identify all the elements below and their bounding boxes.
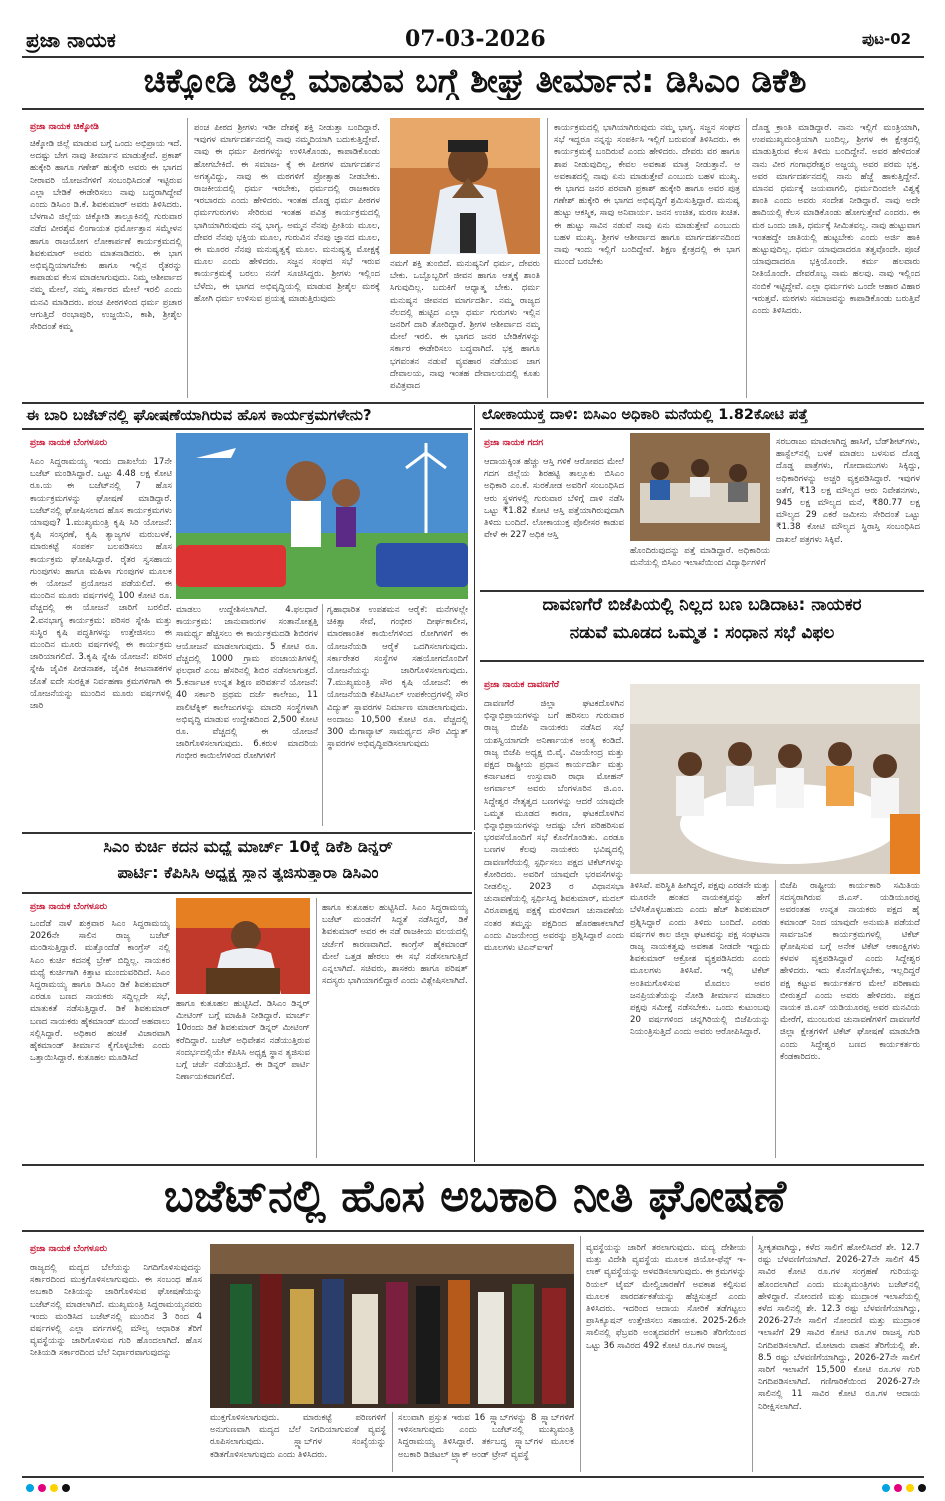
- section-divider: [474, 832, 475, 1162]
- paper-name: ಪ್ರಜಾ ನಾಯಕ: [26, 28, 116, 52]
- dot-cyan: [26, 1484, 34, 1492]
- story5-top-rule: [22, 832, 472, 834]
- story4-col3: ಬಿಜೆಪಿ ರಾಷ್ಟ್ರೀಯ ಕಾರ್ಯಕಾರಿ ಸಮಿತಿಯ ಸದಸ್ಯರಾಗಿರುವ ಜಿ.ಎಸ್. ಯಡಿಯೂರಪ್ಪ ಅವರಂತಹ ಉನ್ನತ ನಾಯಕರು ಪಕ್ಷದ ಹೈ ಕಮಾಂಡ್ ನಿಂದ ಯಾವುದೇ ಅನುಮತಿ ಪಡೆಯದೆ ಸಾರ್ವಜನಿಕ ಕಾರ್ಯಕ್ರಮಗಳಲ್ಲಿ ಟಿಕೆಟ್ ಘೋಷಿಸುವ ಬಗ್ಗೆ ಅನೇಕ ಟಿಕೆಟ್ ಆಕಾಂಕ್ಷಿಗಳು ಕಳವಳ ವ್ಯಕ್ತಪಡಿಸಿದ್ದಾರೆ ಎಂದು ಸಿದ್ದೇಶ್ವರ ಹೇಳಿದರು. ಇದು ಕೊನೆಗೊಳ್ಳಬೇಕು, ಇಲ್ಲದಿದ್ದರೆ ಪಕ್ಷ ಕಟ್ಟುವ ಕಾರ್ಯಕರ್ತರ ಮೇಲೆ ಪರಿಣಾಮ ಬೀರುತ್ತದೆ ಎಂದು ಅವರು ಹೇಳಿದರು. ಪಕ್ಷದ ನಾಯಕ ಜಿ.ಎಸ್ ಯಡಿಯೂರಪ್ಪ ಅವರ ಮನವಿಯ ಮೇರೆಗೆ, ಮುಂಬರುವ ಚುನಾವಣೆಗಳಿಗೆ ದಾವಣಗೆರೆ ಜಿಲ್ಲಾ ಕ್ಷೇತ್ರಗಳಿಗೆ ಟಿಕೆಟ್ ಘೋಷಣೆ ಮಾಡಬೇಡಿ ಎಂದು ಸಿದ್ದೇಶ್ವರ ಬಣದ ಕಾರ್ಯಕರ್ತರು ಕೆಂಡಕಾರಿದರು.: [780, 881, 920, 1062]
- story3-rule: [480, 428, 924, 430]
- story2-col2: ಮಾಡಲು ಉದ್ದೇಶಿಸಲಾಗಿದೆ. 4.ಫಲಧಾರೆ ಕಾರ್ಯಕ್ರಮ: ಜಾನುವಾರುಗಳ ಸಂತಾನೋತ್ಪತ್ತಿ ಸಾಮರ್ಥ್ಯ ಹೆಚ್ಚಿಸಲು ಈ ಕಾರ್ಯಕ್ರಮದಡಿ ಶಿಬಿರಗಳ ಆಯೋಜನೆ ಮಾಡಲಾಗುವುದು. 5 ಕೋಟಿ ರೂ. ವೆಚ್ಚದಲ್ಲಿ 1000 ಗ್ರಾಮ ಪಂಚಾಯತಿಗಳಲ್ಲಿ ಫಲಧಾರೆ ಎಂಬ ಹೆಸರಿನಲ್ಲಿ ಶಿಬಿರ ನಡೆಸಲಾಗುತ್ತದೆ. 5.ಕರ್ನಾಟಕ ಉನ್ನತ ಶಿಕ್ಷಣ ಪರಿವರ್ತನೆ ಯೋಜನೆ: 40 ಸರ್ಕಾರಿ ಪ್ರಥಮ ದರ್ಜೆ ಕಾಲೇಜು, 11 ಪಾಲಿಟೆಕ್ನಿಕ್ ಕಾಲೇಜುಗಳನ್ನು ಮಾದರಿ ಸಂಸ್ಥೆಗಳಾಗಿ ಅಭಿವೃದ್ಧಿ ಮಾಡುವ ಉದ್ದೇಶದಿಂದ 2,500 ಕೋಟಿ ರೂ. ವೆಚ್ಚದಲ್ಲಿ ಈ ಯೋಜನೆ ಜಾರಿಗೊಳಿಸಲಾಗುವುದು. 6.ಕರುಳ ಮಾದರಿಯ ಗಂಭೀರ ಕಾಯಿಲೆಗಳಿಂದ ರೋಗಿಗಳಿಗೆ: [176, 605, 318, 762]
- masthead-divider: [22, 56, 924, 58]
- col-divider: [187, 118, 188, 398]
- footer-rule: [22, 1476, 924, 1478]
- story4-col1: ದಾವಣಗೆರೆ ಜಿಲ್ಲಾ ಘಟಕದೊಳಗಿನ ಭಿನ್ನಾಭಿಪ್ರಾಯಗಳನ್ನು ಬಗೆ ಹರಿಸಲು ಗುರುವಾರ ರಾಜ್ಯ ಬಿಜೆಪಿ ನಾಯಕರು ನಡೆಸಿದ ಸಭೆ ಯಶಸ್ವಿಯಾಗದೇ ಅನಿರ್ಣಾಯಕ ಅಂತ್ಯ ಕಂಡಿದೆ. ರಾಜ್ಯ ಬಿಜೆಪಿ ಅಧ್ಯಕ್ಷ ಬಿ.ವೈ. ವಿಜಯೇಂದ್ರ ಮತ್ತು ಪಕ್ಷದ ರಾಷ್ಟ್ರೀಯ ಪ್ರಧಾನ ಕಾರ್ಯದರ್ಶಿ ಮತ್ತು ಕರ್ನಾಟಕದ ಉಸ್ತುವಾರಿ ರಾಧಾ ಮೋಹನ್ ಅಗರ್ವಾಲ್ ಅವರು ಬೆಂಗಳೂರಿನ ಜಿ.ಎಂ. ಸಿದ್ದೇಶ್ವರ ನೇತೃತ್ವದ ಬಣಗಳನ್ನು ಆದರೆ ಯಾವುದೇ ಒಮ್ಮತ ಮೂಡದ ಕಾರಣ, ಘಟಕದೊಳಗಿನ ಭಿನ್ನಾಭಿಪ್ರಾಯಗಳನ್ನು ಆದಷ್ಟು ಬೇಗ ಪರಿಹರಿಸುವ ಭರವಸೆಯೊಂದಿಗೆ ಸಭೆ ಕೊನೆಗೊಂಡಿತು. ಎರಡೂ ಬಣಗಳ ಕೆಲವು ನಾಯಕರು ಭವಿಷ್ಯದಲ್ಲಿ ದಾವಣಗೆರೆಯಲ್ಲಿ ಸ್ಪರ್ಧಿಸಲು ಪಕ್ಷದ ಟಿಕೆಟ್‌ಗಳನ್ನು ಕೋರಿದರು. ಅವರಿಗೆ ಯಾವುದೇ ಭರವಸೆಗಳನ್ನು ನೀಡಲಿಲ್ಲ. 2023 ರ ವಿಧಾನಸಭಾ ಚುನಾವಣೆಯಲ್ಲಿ ಸ್ಪರ್ಧಿಸಿದ್ದ ಶಿವಕುಮಾರ್, ಮದಲ್ ವಿರೂಪಾಕ್ಷಪ್ಪ ಪಕ್ಷಕ್ಕೆ ಮರಳಿದಾಗ ಚುನಾವಣೆಯ ನಂತರ ತಮ್ಮನ್ನು ಪಕ್ಷದಿಂದ ಹೊರಹಾಕಲಾಗಿದೆ ಎಂದು ವಿಜಯೇಂದ್ರ ಅವರನ್ನು ಪ್ರಶ್ನಿಸಿದ್ದಾರೆ ಎಂದು ಮೂಲಗಳು ಟಿಎನ್‌ಐಇಗೆ: [484, 699, 624, 954]
- story1-headline[interactable]: ಚಿಕ್ಕೋಡಿ ಜಿಲ್ಲೆ ಮಾಡುವ ಬಗ್ಗೆ ಶೀಘ್ರ ತೀರ್ಮಾನ: ಡಿಸಿಎಂ ಡಿಕೆಶಿ: [143, 62, 807, 100]
- story5-col3: ಹಾಗೂ ಕುತೂಹಲ ಹುಟ್ಟಿಸಿದೆ. ಸಿಎಂ ಸಿದ್ದರಾಮಯ್ಯ ಬಜೆಟ್ ಮಂಡನೆಗೆ ಸಿದ್ಧತೆ ನಡೆಸಿದ್ದರೆ, ಡಿಕೆ ಶಿವಕುಮಾರ್ ಅವರ ಈ ನಡೆ ರಾಜಕೀಯ ವಲಯದಲ್ಲಿ ಚರ್ಚೆಗೆ ಕಾರಣವಾಗಿದೆ. ಕಾಂಗ್ರೆಸ್ ಹೈಕಮಾಂಡ್ ಮೇಲೆ ಒತ್ತಡ ಹೇರಲು ಈ ಸಭೆ ನಡೆಸಲಾಗುತ್ತಿದೆ ಎನ್ನಲಾಗಿದೆ. ಸಚಿವರು, ಶಾಸಕರು ಹಾಗೂ ಪರಿಷತ್ ಸದಸ್ಯರು ಭಾಗಿಯಾಗಲಿದ್ದಾರೆ ಎಂದು ವಿಶ್ಲೇಷಿಸಲಾಗಿದೆ.: [322, 903, 468, 987]
- story3-byline: ಪ್ರಜಾ ನಾಯಕ ಗದಗ: [484, 438, 544, 448]
- story1-col1: ಚಿಕ್ಕೋಡಿ ಜಿಲ್ಲೆ ಮಾಡುವ ಬಗ್ಗೆ ಒಂದು ಅಭಿಪ್ರಾಯ ಇದೆ. ಅದಷ್ಟು ಬೇಗ ನಾವು ತೀರ್ಮಾನ ಮಾಡುತ್ತೇವೆ. ಪ್ರಕಾಶ್ ಹುಕ್ಕೇರಿ ಹಾಗೂ ಗಣೇಶ್ ಹುಕ್ಕೇರಿ ಅವರು ಈ ಭಾಗದ ನೀರಾವರಿ ಯೋಜನೆಗಳಿಗೆ ಸಂಬಂಧಿಸಿದಂತೆ ಇಟ್ಟಿರುವ ಎಲ್ಲಾ ಬೇಡಿಕೆ ಈಡೇರಿಸಲು ನಾವು ಬದ್ಧರಾಗಿದ್ದೇವೆ ಎಂದು ಡಿಸಿಎಂ ಡಿ.ಕೆ. ಶಿವಕುಮಾರ್ ಅವರು ತಿಳಿಸಿದರು. ಬೆಳಗಾವಿ ಜಿಲ್ಲೆಯ ಚಿಕ್ಕೋಡಿ ತಾಲ್ಲೂಕಿನಲ್ಲಿ ಗುರುವಾರ ನಡೆದ ವೀರಶೈವ ಲಿಂಗಾಯತ ಧರ್ಮೋತ್ತಾನ ಸಮ್ಮೇಳನ ಹಾಗೂ ರಾಜಯೋಗ ಲೋಕಾರ್ಪಣೆ ಕಾರ್ಯಕ್ರಮದಲ್ಲಿ ಶಿವಕುಮಾರ್ ಅವರು ಮಾತನಾಡಿದರು. ಈ ಭಾಗ ಅಭಿವೃದ್ಧಿಯಾಗಬೇಕು ಹಾಗೂ ಇಲ್ಲಿನ ರೈತರನ್ನು ಕಾಪಾಡುವ ಕೆಲಸ ಮಾಡಲಾಗುವುದು. ನಿಮ್ಮ ಆಶೀರ್ವಾದ ನಮ್ಮ ಮೇಲೆ, ನಮ್ಮ ಸರ್ಕಾರದ ಮೇಲೆ ಇರಲಿ ಎಂದು ಮನವಿ ಮಾಡಿದರು. ಪಂಚ ಪೀಠಗಳಿಂದ ಧರ್ಮ ಪ್ರಚಾರ ಆಗುತ್ತಿದೆ ರಂಭಾಪುರಿ, ಉಜ್ಜಯಿನಿ, ಕಾಶಿ, ಶ್ರೀಶೈಲ ಸೇರಿದಂತೆ ಕಮ್ಮ: [30, 139, 182, 333]
- col-divider: [580, 1236, 581, 1472]
- story6-col5: ಸ್ವೀಕೃತವಾಗಿದ್ದು, ಕಳೆದ ಸಾಲಿಗೆ ಹೋಲಿಸಿದರೆ ಶೇ. 12.7 ರಷ್ಟು ಬೆಳವಣಿಗೆಯಾಗಿದೆ. 2026-27ನೇ ಸಾಲಿಗೆ 45 ಸಾವಿರ ಕೋಟಿ ರೂ.ಗಳ ಸಂಗ್ರಹಣೆ ಗುರಿಯನ್ನು ಹೊಂದಲಾಗಿದೆ ಎಂದು ಮುಖ್ಯಮಂತ್ರಿಗಳು ಬಜೆಟ್‌ನಲ್ಲಿ ಹೇಳಿದ್ದಾರೆ. ನೋಂದಣಿ ಮತ್ತು ಮುದ್ರಾಂಕ ಇಲಾಖೆಯಲ್ಲಿ ಕಳೆದ ಸಾಲಿನಲ್ಲಿ ಶೇ. 12.3 ರಷ್ಟು ಬೆಳವಣಿಗೆಯಾಗಿದ್ದು, 2026-27ನೇ ಸಾಲಿಗೆ ನೋಂದಣಿ ಮತ್ತು ಮುದ್ರಾಂಕ ಇಲಾಖೆಗೆ 29 ಸಾವಿರ ಕೋಟಿ ರೂ.ಗಳ ರಾಜಸ್ವ ಗುರಿ ನಿಗದಿಪಡಿಸಲಾಗಿದೆ. ಮೋಟಾರು ವಾಹನ ತೆರಿಗೆಯಲ್ಲಿ ಶೇ. 8.5 ರಷ್ಟು ಬೆಳವಣಿಗೆಯಾಗಿದ್ದು, 2026-27ನೇ ಸಾಲಿಗೆ ಸಾರಿಗೆ ಇಲಾಖೆಗೆ 15,500 ಕೋಟಿ ರೂ.ಗಳ ಗುರಿ ನಿಗದಿಪಡಿಸಲಾಗಿದೆ. ಗಣಿಗಾರಿಕೆಯಿಂದ 2026-27ನೇ ಸಾಲಿನಲ್ಲಿ 11 ಸಾವಿರ ಕೋಟಿ ರೂ.ಗಳ ಆದಾಯ ನಿರೀಕ್ಷಿಸಲಾಗಿದೆ.: [758, 1243, 920, 1412]
- col-divider: [392, 1412, 393, 1472]
- story5-col2: ಹಾಗೂ ಕುತೂಹಲ ಹುಟ್ಟಿಸಿದೆ. ಡಿಸಿಎಂ ಡಿನ್ನರ್ ಮೀಟಿಂಗ್ ಬಗ್ಗೆ ಮಾಹಿತಿ ನೀಡಿದ್ದಾರೆ. ಮಾರ್ಚ್ 10ರಂದು ಡಿಕೆ ಶಿವಕುಮಾರ್ ಡಿನ್ನರ್ ಮೀಟಿಂಗ್ ಕರೆದಿದ್ದಾರೆ. ಬಜೆಟ್ ಅಧಿವೇಶನ ನಡೆಯುತ್ತಿರುವ ಸಂದರ್ಭದಲ್ಲಿಯೇ ಕೆಪಿಸಿಸಿ ಅಧ್ಯಕ್ಷ ಸ್ಥಾನ ತ್ಯಜಿಸುವ ಬಗ್ಗೆ ಚರ್ಚೆ ನಡೆಯುತ್ತಿದೆ. ಈ ಡಿನ್ನರ್ ಪಾರ್ಟಿ ನಿರ್ಣಾಯಕವಾಗಲಿದೆ.: [176, 999, 310, 1083]
- story6-col1: ರಾಜ್ಯದಲ್ಲಿ ಮದ್ಯದ ಬೆಲೆಯನ್ನು ನಿಗದಿಗೊಳಿಸುವುದನ್ನು ಸರ್ಕಾರದಿಂದ ಮುಕ್ತಗೊಳಿಸಲಾಗುವುದು. ಈ ಸಂಬಂಧ ಹೊಸ ಅಬಕಾರಿ ನೀತಿಯನ್ನು ಜಾರಿಗೊಳಿಸುವ ಘೋಷಣೆಯನ್ನು ಬಜೆಟ್‌ನಲ್ಲಿ ಮಾಡಲಾಗಿದೆ. ಮುಖ್ಯಮಂತ್ರಿ ಸಿದ್ದರಾಮಯ್ಯನವರು ಇಂದು ಮಂಡಿಸಿದ ಬಜೆಟ್‌ನಲ್ಲಿ ಮುಂದಿನ 3 ರಿಂದ 4 ವರ್ಷಗಳಲ್ಲಿ ಎಲ್ಲಾ ವರ್ಗಗಳಲ್ಲಿ ಮೌಲ್ಯ ಆಧಾರಿತ ತೆರಿಗೆ ವ್ಯವಸ್ಥೆಯನ್ನು ಜಾರಿಗೊಳಿಸುವ ಗುರಿ ಹೊಂದಲಾಗಿದೆ. ಹೊಸ ನೀತಿಯಡಿ ಸರ್ಕಾರದಿಂದ ಬೆಲೆ ನಿರ್ಧಾರವಾಗುವುದನ್ನು: [30, 1263, 202, 1359]
- story2-byline: ಪ್ರಜಾ ನಾಯಕ ಬೆಂಗಳೂರು: [30, 438, 108, 448]
- story5-rule: [22, 892, 472, 894]
- story6-col3: ಸಲುವಾಗಿ ಪ್ರಸ್ತುತ ಇರುವ 16 ಸ್ಲ್ಯಾಬ್‌ಗಳನ್ನು 8 ಸ್ಲ್ಯಾಬ್‌ಗಳಿಗೆ ಇಳಿಸಲಾಗುವುದು ಎಂದು ಬಜೆಟ್‌ನಲ್ಲಿ ಮುಖ್ಯಮಂತ್ರಿ ಸಿದ್ದರಾಮಯ್ಯ ತಿಳಿಸಿದ್ದಾರೆ. ತರ್ಕಬದ್ಧ ಸ್ಲ್ಯಾಬ್‌ಗಳ ಮೂಲಕ ಅಬಕಾರಿ ಡಿಜಿಟಲ್ ಟ್ರ್ಯಾಕ್ ಅಂಡ್ ಟ್ರೇಸ್ ವ್ಯವಸ್ಥೆ: [398, 1413, 574, 1460]
- edition-date: 07-03-2026: [405, 26, 546, 52]
- story2-headline[interactable]: ಈ ಬಾರಿ ಬಜೆಟ್‌ನಲ್ಲಿ ಘೋಷಣೆಯಾಗಿರುವ ಹೊಸ ಕಾರ್ಯಕ್ರಮಗಳೇನು?: [26, 407, 372, 424]
- col-divider: [322, 604, 323, 826]
- dot-magenta: [894, 1484, 902, 1492]
- dk-shivakumar-photo: [390, 118, 540, 254]
- dot-yellow: [906, 1484, 914, 1492]
- story6-col4: ವ್ಯವಸ್ಥೆಯನ್ನು ಜಾರಿಗೆ ತರಲಾಗುವುದು. ಮದ್ಯ ದೇಶೀಯ ಮತ್ತು ವಿದೇಶಿ ವ್ಯವಸ್ಥೆಯ ಮೂಲಕ ಜಿಯೋ-ಫೆನ್ಸ್ ಇ-ಲಾಕ್ ವ್ಯವಸ್ಥೆಯನ್ನು ಅಳವಡಿಸಲಾಗುವುದು. ಈ ಕ್ರಮಗಳನ್ನು ರಿಯಲ್ ಟೈಮ್ ಮೇಲ್ವಿಚಾರಣೆಗೆ ಅವಕಾಶ ಕಲ್ಪಿಸುವ ಮೂಲಕ ಪಾರದರ್ಶಕತೆಯನ್ನು ಹೆಚ್ಚಿಸುತ್ತದೆ ಎಂದು ತಿಳಿಸಿದರು. ಇದರಿಂದ ಆದಾಯ ಸೋರಿಕೆ ತಡೆಗಟ್ಟಲು ಪ್ರಾಸಿಕ್ಯೂಷನ್ ಉತ್ತೇಜಿಸಲು ಸಹಾಯಕ. 2025-26ನೇ ಸಾಲಿನಲ್ಲಿ ಫೆಬ್ರವರಿ ಅಂತ್ಯದವರೆಗೆ ಅಬಕಾರಿ ತೆರಿಗೆಯಿಂದ ಒಟ್ಟು 36 ಸಾವಿರದ 492 ಕೋಟಿ ರೂ.ಗಳ ರಾಜಸ್ವ: [586, 1243, 746, 1351]
- registration-dots-right: [882, 1484, 926, 1492]
- story1-col4: ಕಾರ್ಯಕ್ರಮದಲ್ಲಿ ಭಾಗಿಯಾಗಿರುವುದು ನಮ್ಮ ಭಾಗ್ಯ. ಸಜ್ಜನ ಸಂಘದ ಸಭೆ ಇದ್ದರೂ ನನ್ನನ್ನು ಸಂಪರ್ಕಿಸಿ ಇಲ್ಲಿಗೆ ಬರುವಂತೆ ತಿಳಿಸಿದರು. ಈ ಕಾರ್ಯಕ್ರಮಕ್ಕೆ ಬಂದಿರುವೆ ಎಂದು ಹೇಳಿದರು. ದೇವರು ವರ ಹಾಗೂ ಶಾಪ ನೀಡುವುದಿಲ್ಲ, ಕೇವಲ ಅವಕಾಶ ಮಾತ್ರ ನೀಡುತ್ತಾನೆ. ಆ ಅವಕಾಶದಲ್ಲಿ ನಾವು ಏನು ಮಾಡುತ್ತೇವೆ ಎಂಬುದು ಬಹಳ ಮುಖ್ಯ. ಈ ಭಾಗದ ಜನರ ಪರವಾಗಿ ಪ್ರಕಾಶ್ ಹುಕ್ಕೇರಿ ಹಾಗೂ ಅವರ ಪುತ್ರ ಗಣೇಶ್ ಹುಕ್ಕೇರಿ ಈ ಭಾಗದ ಅಭಿವೃದ್ಧಿಗೆ ಶ್ರಮಿಸುತ್ತಿದ್ದಾರೆ. ಮನುಷ್ಯ ಹುಟ್ಟು ಆಕಸ್ಮಿಕ, ಸಾವು ಅನಿವಾರ್ಯ. ಜನನ ಉಚಿತ, ಮರಣ ಖಚಿತ. ಈ ಹುಟ್ಟು ಸಾವಿನ ನಡುವೆ ನಾವು ಏನು ಮಾಡುತ್ತೇವೆ ಎಂಬುದು ಬಹಳ ಮುಖ್ಯ. ಶ್ರೀಗಳ ಆಶೀರ್ವಾದ ಹಾಗೂ ಮಾರ್ಗದರ್ಶನದಿಂದ ನಾವು ಇಂದು ಇಲ್ಲಿಗೆ ಬಂದಿದ್ದೇವೆ. ಶಿಕ್ಷಣ ಕ್ಷೇತ್ರದಲ್ಲಿ ಈ ಭಾಗ ಮುಂದೆ ಬರಬೇಕು: [554, 123, 740, 268]
- story1-col5: ದೊಡ್ಡ ಕ್ರಾಂತಿ ಮಾಡಿದ್ದಾರೆ. ನಾನು ಇಲ್ಲಿಗೆ ಮಂತ್ರಿಯಾಗಿ, ಉಪಮುಖ್ಯಮಂತ್ರಿಯಾಗಿ ಬಂದಿಲ್ಲ, ಶ್ರೀಗಳ ಈ ಕ್ಷೇತ್ರದಲ್ಲಿ ಮಾಡುತ್ತಿರುವ ಕೆಲಸ ತಿಳಿದು ಬಂದಿದ್ದೇನೆ. ಅವರ ಹೇಳಿದಂತೆ ನಾನು ವೀರ ಗಂಗಾಧರೇಶ್ವರ ಅಜ್ಜಯ್ಯ ಅವರ ಪರಮ ಭಕ್ತ. ಅವರ ಮಾರ್ಗದರ್ಶನದಲ್ಲಿ ನಾನು ಹೆಜ್ಜೆ ಹಾಕುತ್ತಿದ್ದೇನೆ. ಮಾನವ ಧರ್ಮಕ್ಕೆ ಜಯವಾಗಲಿ, ಧರ್ಮದಿಂದಲೇ ವಿಶ್ವಕ್ಕೆ ಶಾಂತಿ ಎಂದು ಅವರು ಸಂದೇಶ ನೀಡಿದ್ದಾರೆ. ನಾವು ಅದೇ ಹಾದಿಯಲ್ಲಿ ಕೆಲಸ ಮಾಡಿಕೊಂಡು ಹೋಗುತ್ತೇವೆ ಎಂದರು. ಈ ಮಠ ಒಂದು ಜಾತಿ, ಧರ್ಮಕ್ಕೆ ಸೀಮಿತವಲ್ಲ. ನಾವು ಹುಟ್ಟುವಾಗ ಇಂತಹದ್ದೇ ಜಾತಿಯಲ್ಲಿ ಹುಟ್ಟಬೇಕು ಎಂದು ಅರ್ಜಿ ಹಾಕಿ ಹುಟ್ಟುವುದಿಲ್ಲ. ಧರ್ಮ ಯಾವುದಾದರೂ ತತ್ವವೊಂದೇ. ಪೂಜೆ ಯಾವುದಾದರೂ ಭಕ್ತಿಯೊಂದೇ. ಕರ್ಮ ಹಲವಾರು ನೀತಿಯೊಂದೇ. ದೇವರೊಬ್ಬ ನಾಮ ಹಲವು. ನಾವು ಇಲ್ಲಿಂದ ನಂಬಿಕೆ ಇಟ್ಟಿದ್ದೇವೆ. ಎಲ್ಲಾ ಧರ್ಮಗಳು ಒಂದೇ ಆಹಾರ ವಿಹಾರ ಇರುತ್ತವೆ. ಮಠಗಳು ಸಮಾಜವನ್ನು ಕಾಪಾಡಿಕೊಂಡು ಬರುತ್ತಿವೆ ಎಂದು ತಿಳಿಸಿದರು.: [752, 123, 920, 317]
- dk-shivakumar-podium-photo: [176, 898, 310, 994]
- story6-rule: [22, 1230, 924, 1232]
- story4-headline-line2[interactable]: ನಡುವೆ ಮೂಡದ ಒಮ್ಮತ : ಸಂಧಾನ ಸಭೆ ವಿಫಲ: [569, 624, 835, 643]
- story1-col3: ನಮಗೆ ಶಕ್ತಿ ತುಂಬಿದೆ. ಮನುಷ್ಯನಿಗೆ ಧರ್ಮ, ದೇವರು ಬೇಕು. ಒಬ್ಬೊಬ್ಬರಿಗೆ ಜೀವನ ಹಾಗೂ ಆತ್ಮಕ್ಕೆ ಶಾಂತಿ ಸಿಗುವುದಿಲ್ಲ. ಬದುಕಿಗೆ ಆಧ್ಯಾತ್ಮ ಬೇಕು. ಧರ್ಮ ಮನುಷ್ಯನ ಜೀವನದ ಮಾರ್ಗದರ್ಶಿ. ನಮ್ಮ ರಾಜ್ಯದ ನೆಲದಲ್ಲಿ ಹುಟ್ಟಿದ ಎಲ್ಲಾ ಧರ್ಮ ಗುರುಗಳು ಇಲ್ಲಿನ ಜನರಿಗೆ ದಾರಿ ತೋರಿದ್ದಾರೆ. ಶ್ರೀಗಳ ಆಶೀರ್ವಾದ ನಮ್ಮ ಮೇಲೆ ಇರಲಿ. ಈ ಭಾಗದ ಜನರ ಬೇಡಿಕೆಗಳನ್ನು ಸರ್ಕಾರ ಈಡೇರಿಸಲು ಬದ್ಧವಾಗಿದೆ. ಭಕ್ತ ಹಾಗೂ ಭಗವಂತನ ನಡುವೆ ವ್ಯವಹಾರ ನಡೆಯುವ ಜಾಗ ದೇವಾಲಯ, ನಾವು ಇಂತಹ ದೇವಾಲಯದಲ್ಲಿ ಕೂತು ಪವಿತ್ರವಾದ: [390, 259, 540, 392]
- story2-rule: [22, 428, 472, 430]
- story5-headline-line1[interactable]: ಸಿಎಂ ಕುರ್ಚಿ ಕದನ ಮಧ್ಯೆ ಮಾರ್ಚ್ 10ಕ್ಕೆ ಡಿಕೆಶಿ ಡಿನ್ನರ್: [103, 838, 393, 856]
- story6-col2: ಮುಕ್ತಗೊಳಿಸಲಾಗುವುದು. ಮಾರುಕಟ್ಟೆ ಪರಿಣಗಳಿಗೆ ಅನುಗುಣವಾಗಿ ಮದ್ಯದ ಬೆಲೆ ನಿಗದಿಯಾಗುವಂತೆ ವ್ಯವಸ್ಥೆ ರೂಪಿಸಲಾಗುವುದು. ಸ್ಲ್ಯಾಬ್‌ಗಳ ಸಂಖ್ಯೆಯನ್ನು ಕಡಿತಗೊಳಿಸಲಾಗುವುದು ಎಂದು ತಿಳಿಸಿದರು.: [210, 1413, 386, 1460]
- story2-col1: ಸಿಎಂ ಸಿದ್ದರಾಮಯ್ಯ ಇಂದು ದಾಖಲೆಯ 17ನೇ ಬಜೆಟ್ ಮಂಡಿಸಿದ್ದಾರೆ. ಒಟ್ಟು 4.48 ಲಕ್ಷ ಕೋಟಿ ರೂ.ಯ ಈ ಬಜೆಟ್‌ನಲ್ಲಿ 7 ಹೊಸ ಕಾರ್ಯಕ್ರಮಗಳನ್ನು ಘೋಷಣೆ ಮಾಡಿದ್ದಾರೆ. ಬಜೆಟ್‌ನಲ್ಲಿ ಘೋಷಿಸಲಾದ ಹೊಸ ಕಾರ್ಯಕ್ರಮಗಳು ಯಾವುವು? 1.ಮುಖ್ಯಮಂತ್ರಿ ಕೃಷಿ ಸಿರಿ ಯೋಜನೆ: ಕೃಷಿ ಸಂಸ್ಕರಣೆ, ಕೃಷಿ ತ್ಯಾಜ್ಯಗಳ ಮರುಬಳಕೆ, ಮಾರುಕಟ್ಟೆ ಸಂಪರ್ಕ ಬಲಪಡಿಸಲು ಹೊಸ ಕಾರ್ಯಕ್ರಮ ಘೋಷಿಸಿದ್ದಾರೆ. ರೈತರ ಸ್ವಸಹಾಯ ಗುಂಪುಗಳು ಹಾಗೂ ಮಹಿಳಾ ಗುಂಪುಗಳ ಮೂಲಕ ಈ ಯೋಜನೆ ಪ್ರಯೋಜನ ಪಡೆಯಲಿದೆ. ಈ ಮುಂದಿನ ಮೂರು ವರ್ಷಗಳಲ್ಲಿ 100 ಕೋಟಿ ರೂ. ವೆಚ್ಚದಲ್ಲಿ ಈ ಯೋಜನೆ ಜಾರಿಗೆ ಬರಲಿದೆ. 2.ವನಭಾಗ್ಯ ಕಾರ್ಯಕ್ರಮ: ಪರಿಸರ ಸ್ನೇಹಿ ಮತ್ತು ಸುಸ್ಥಿರ ಕೃಷಿ ಪದ್ಧತಿಗಳನ್ನು ಉತ್ತೇಜಿಸಲು ಈ ಮುಂದಿನ ಮೂರು ವರ್ಷಗಳಲ್ಲಿ ಈ ಕಾರ್ಯಕ್ರಮ ಜಾರಿಯಾಗಲಿದೆ. 3.ಕೃಷಿ ಸ್ನೇಹಿ ಯೋಜನೆ: ಪರಿಸರ ಸ್ನೇಹಿ ಜೈವಿಕ ಪೀಡನಾಶಕ, ಜೈವಿಕ ಕೀಟನಾಶಕಗಳ ಜೊತೆ ಐದೇ ಸುರಕ್ಷಿತ ನಿರ್ವಹಣಾ ಕ್ರಮಗಳಿಗಾಗಿ ಈ ಯೋಜನೆಯನ್ನು ಮುಂದಿನ ಮೂರು ವರ್ಷಗಳಲ್ಲಿ ಜಾರಿ: [30, 457, 172, 712]
- col-divider: [752, 1236, 753, 1472]
- story4-col2: ತಿಳಿಸಿವೆ. ಪರಿಸ್ಥಿತಿ ಹೀಗಿದ್ದರೆ, ಪಕ್ಷವು ಎರಡನೇ ಮತ್ತು ಮೂರನೇ ಹಂತದ ನಾಯಕತ್ವವನ್ನು ಹೇಗೆ ಬೆಳೆಸಿಕೊಳ್ಳಬಹುದು ಎಂದು ಹೆಚ್ ಶಿವಕುಮಾರ್ ಪ್ರಶ್ನಿಸಿದ್ದಾರೆ ಎಂದು ತಿಳಿದು ಬಂದಿದೆ. ಎರಡು ವರ್ಷಗಳ ಕಾಲ ಜಿಲ್ಲಾ ಘಟಕವನ್ನು ಪಕ್ಷ ಸಂಘಟನಾ ರಾಜ್ಯ ನಾಯಕತ್ವವು ಅವಕಾಶ ನೀಡದೇ ಇದ್ದುದು ಶಿವಕುಮಾರ್ ಆಕ್ರೋಶ ವ್ಯಕ್ತಪಡಿಸಿದರು ಎಂದು ಮೂಲಗಳು ತಿಳಿಸಿವೆ. ಇಲ್ಲಿ ಟಿಕೆಟ್ ಅಂತಿಮಗೊಳಿಸುವ ಮೊದಲು ಅವರ ಜನಪ್ರಿಯತೆಯನ್ನು ನೋಡಿ ತೀರ್ಮಾನ ಮಾಡಲು ಪಕ್ಷವು ಸಮೀಕ್ಷೆ ನಡೆಸಬೇಕು. ಒಂದು ಕುಟುಂಬವು 20 ವರ್ಷಗಳಿಂದ ಚನ್ನಗಿರಿಯಲ್ಲಿ ಬಿಜೆಪಿಯನ್ನು ನಿಯಂತ್ರಿಸುತ್ತಿದೆ ಎಂದು ಅವರು ಆರೋಪಿಸಿದ್ದಾರೆ.: [630, 881, 770, 1038]
- story3-col3: ಸರಬರಾಜು ಮಾಡಲಾಗಿದ್ದ ಹಾಸಿಗೆ, ಬೆಡ್‌ಶೀಟ್‌ಗಳು, ಹಾಸ್ಟೆಲ್‌ನಲ್ಲಿ ಬಳಕೆ ಮಾಡಲು ಬಳಸುವ ದೊಡ್ಡ ದೊಡ್ಡ ಪಾತ್ರೆಗಳು, ಗೋದಾಮುಗಳು ಸಿಕ್ಕಿದ್ದು, ಅಧಿಕಾರಿಗಳನ್ನು ಅಚ್ಚರಿ ವ್ಯಕ್ತಪಡಿಸಿದ್ದಾರೆ. ಇವುಗಳ ಜತೆಗೆ, ₹13 ಲಕ್ಷ ಮೌಲ್ಯದ ಆರು ನಿವೇಶನಗಳು, 945 ಲಕ್ಷ ಮೌಲ್ಯದ ಮನೆ, ₹80.77 ಲಕ್ಷ ಮೌಲ್ಯದ 29 ಎಕರೆ ಜಮೀನು ಸೇರಿದಂತೆ ಒಟ್ಟು ₹1.38 ಕೋಟಿ ಮೌಲ್ಯದ ಸ್ಥಿರಾಸ್ತಿ ಸಂಬಂಧಿಸಿದ ದಾಖಲೆ ಪತ್ರಗಳು ಸಿಕ್ಕಿವೆ.: [776, 437, 920, 545]
- lokayukta-raid-photo: [630, 433, 770, 541]
- dot-black: [918, 1484, 926, 1492]
- story2-col3: ಗೃಹಾಧಾರಿತ ಉಪಶಮನ ಆರೈಕೆ: ಮನೆಗಳಲ್ಲೇ ಚಿಕಿತ್ಸಾ ಸೇವೆ, ಗಂಭೀರ ದೀರ್ಘಕಾಲೀನ, ಮಾರಣಾಂತಿಕ ಕಾಯಿಲೆಗಳಿಂದ ರೋಗಿಗಳಿಗೆ ಈ ಯೋಜನೆಯಡಿ ಆರೈಕೆ ಒದಗಿಸಲಾಗುವುದು. ಸರ್ಕಾರೇತರ ಸಂಸ್ಥೆಗಳ ಸಹಯೋಗದೊಂದಿಗೆ ಯೋಜನೆಯನ್ನು ಜಾರಿಗೊಳಿಸಲಾಗುವುದು. 7.ಮುಖ್ಯಮಂತ್ರಿ ಸೌರ ಕೃಷಿ ಯೋಜನೆ: ಈ ಯೋಜನೆಯಡಿ ಕೆಪಿಟಿಸಿಎಲ್ ಉಪಕೇಂದ್ರಗಳಲ್ಲಿ ಸೌರ ವಿದ್ಯುತ್ ಸ್ಥಾವರಗಳ ನಿರ್ಮಾಣ ಮಾಡಲಾಗುವುದು. ಅಂದಾಜು 10,500 ಕೋಟಿ ರೂ. ವೆಚ್ಚದಲ್ಲಿ 300 ಮೆಗಾವ್ಯಾಟ್ ಸಾಮರ್ಥ್ಯದ ಸೌರ ವಿದ್ಯುತ್ ಸ್ಥಾವರಗಳ ಅಭಿವೃದ್ಧಿಪಡಿಸಲಾಗುವುದು: [327, 605, 468, 750]
- story3-col2: ಹೊಂದಿರುವುದನ್ನು ಪತ್ತೆ ಮಾಡಿದ್ದಾರೆ. ಅಧಿಕಾರಿಯ ಮನೆಯಲ್ಲಿ ಬಿಸಿಎಂ ಇಲಾಖೆಯಿಂದ ವಿದ್ಯಾರ್ಥಿಗಳಿಗೆ: [630, 546, 770, 569]
- page-number: ಪುಟ-02: [862, 30, 912, 48]
- budget-graphic: [176, 433, 468, 599]
- story4-byline: ಪ್ರಜಾ ನಾಯಕ ದಾವಣಗೆರೆ: [484, 680, 560, 690]
- col-divider: [316, 898, 317, 1158]
- story1-col2: ಪಂಚ ಪೀಠದ ಶ್ರೀಗಳು ಇಡೀ ದೇಶಕ್ಕೆ ಶಕ್ತಿ ನೀಡುತ್ತಾ ಬಂದಿದ್ದಾರೆ. ಇವುಗಳ ಮಾರ್ಗದರ್ಶನದಲ್ಲಿ ನಾವು ನಮ್ಮದಿಯಾಗಿ ಬದುಕುತ್ತಿದ್ದೇವೆ. ನಾವು ಈ ಧರ್ಮ ಪೀಠಗಳನ್ನು ಉಳಿಸಿಕೊಂಡು, ಕಾಪಾಡಿಕೊಂಡು ಹೋಗಬೇಕಿದೆ. ಈ ಸಮಾಜ- ಕ್ಕೆ ಈ ಪೀಠಗಳ ಮಾರ್ಗದರ್ಶನ ಅಗತ್ಯವಿದ್ದು, ನಾವು ಈ ಮಠಗಳಿಗೆ ಪ್ರೋತ್ಸಾಹ ನೀಡಬೇಕು. ರಾಜಕೀಯದಲ್ಲಿ ಧರ್ಮ ಇರಬೇಕು, ಧರ್ಮದಲ್ಲಿ ರಾಜಕಾರಣ ಇರಬಾರದು ಎಂದು ಹೇಳಿದರು. ಇಂತಹ ದೊಡ್ಡ ಧರ್ಮ ಪೀಠಗಳ ಧರ್ಮಗುರುಗಳು ಸೇರಿರುವ ಇಂತಹ ಪವಿತ್ರ ಕಾರ್ಯಕ್ರಮದಲ್ಲಿ ಭಾಗಿಯಾಗಿರುವುದು ನನ್ನ ಭಾಗ್ಯ. ಅಮ್ಮನ ನೆನಪು ಪ್ರೀತಿಯ ಮೂಲ, ದೇವರ ನೆನಪು ಭಕ್ತಿಯ ಮೂಲ, ಗುರುವಿನ ನೆನಪು ಜ್ಞಾನದ ಮೂಲ, ಈ ಮೂರರ ನೆನಪು ಮನುಷ್ಯತ್ವಕ್ಕೆ ಮೂಲ. ಮನುಷ್ಯತ್ವ ಮೋಕ್ಷಕ್ಕೆ ಮೂಲ ಎಂದು ಹೇಳಿದರು. ಸಜ್ಜನ ಸಂಘದ ಸಭೆ ಇರುವ ಕಾರ್ಯಕ್ರಮಕ್ಕೆ ಬರಲು ನನಗೆ ಸೂಚಿಸಿದ್ದರು. ಶ್ರೀಗಳು ಇಲ್ಲಿಂದ ಬೆಳೆದು, ಈ ಭಾಗದ ಅಭಿವೃದ್ಧಿಯಲ್ಲಿ ಮಾಡುವ ಶ್ರೀಶೈಲ ಮಠಕ್ಕೆ ಹೋಗಿ ಧರ್ಮ ಉಳಿಸುವ ಪ್ರಯತ್ನ ಮಾಡುತ್ತಿರುವುದು: [194, 123, 380, 304]
- story3-bottom-rule: [480, 590, 924, 592]
- bjp-meeting-photo: [630, 684, 920, 874]
- story5-headline-line2[interactable]: ಪಾರ್ಟಿ: ಕೆಪಿಸಿಸಿ ಅಧ್ಯಕ್ಷ ಸ್ಥಾನ ತ್ಯಜಿಸುತ್ತಾರಾ ಡಿಸಿಎಂ: [117, 864, 379, 882]
- story5-col1: ಒಂದೆಡೆ ನಾಳೆ ಶುಕ್ರವಾರ ಸಿಎಂ ಸಿದ್ದರಾಮಯ್ಯ 2026ನೇ ಸಾಲಿನ ರಾಜ್ಯ ಬಜೆಟ್ ಮಂಡಿಸುತ್ತಿದ್ದಾರೆ. ಮತ್ತೊಂದೆಡೆ ಕಾಂಗ್ರೆಸ್ ನಲ್ಲಿ ಸಿಎಂ ಕುರ್ಚಿ ಕದನಕ್ಕೆ ಬ್ರೇಕ್ ಬಿದ್ದಿಲ್ಲ. ನಾಯಕರ ಮಧ್ಯೆ ಕುರ್ಚಿಗಾಗಿ ಕಿತ್ತಾಟ ಮುಂದುವರಿದಿದೆ. ಸಿಎಂ ಸಿದ್ದರಾಮಯ್ಯ ಹಾಗೂ ಡಿಸಿಎಂ ಡಿಕೆ ಶಿವಕುಮಾರ್ ಎರಡೂ ಬಣದ ನಾಯಕರು ಸದ್ದಿಲ್ಲದೇ ಸಭೆ, ಮಾತುಕತೆ ನಡೆಸುತ್ತಿದ್ದಾರೆ. ಡಿಕೆ ಶಿವಕುಮಾರ್ ಬಣದ ನಾಯಕರು ಹೈಕಮಾಂಡ್ ಮುಂದೆ ಅಹವಾಲು ಸಲ್ಲಿಸಿದ್ದಾರೆ. ಅಧಿಕಾರ ಹಂಚಿಕೆ ವಿಚಾರವಾಗಿ ಹೈಕಮಾಂಡ್ ತೀರ್ಮಾನ ಕೈಗೊಳ್ಳಬೇಕು ಎಂದು ಒತ್ತಾಯಿಸಿದ್ದಾರೆ. ಕುತೂಹಲ ಮೂಡಿಸಿದೆ: [30, 919, 170, 1064]
- story1-byline: ಪ್ರಜಾ ನಾಯಕ ಚಿಕ್ಕೋಡಿ: [30, 122, 99, 132]
- story3-col1: ಆದಾಯಕ್ಕಿಂತ ಹೆಚ್ಚು ಆಸ್ತಿ ಗಳಿಕೆ ಆರೋಪದ ಮೇಲೆ ಗದಗ ಜಿಲ್ಲೆಯ ಶಿರಹಟ್ಟಿ ತಾಲ್ಲೂಕು ಬಿಸಿಎಂ ಅಧಿಕಾರಿ ಎಂ.ಕೆ. ಸುರಕೋಡ ಅವರಿಗೆ ಸಂಬಂಧಿಸಿದ ಆರು ಸ್ಥಳಗಳಲ್ಲಿ ಗುರುವಾರ ಬೆಳಿಗ್ಗೆ ದಾಳಿ ನಡೆಸಿ ಒಟ್ಟು ₹1.82 ಕೋಟಿ ಆಸ್ತಿ ಪತ್ತೆಯಾಗಿರುವುದಾಗಿ ತಿಳಿದು ಬಂದಿದೆ. ಲೋಕಾಯುಕ್ತ ಪೊಲೀಸರ ಕಾಡುವ ವೇಳೆ ಈ 227 ಅಧಿಕ ಆಸ್ತಿ: [484, 457, 624, 541]
- story5-byline: ಪ್ರಜಾ ನಾಯಕ ಬೆಂಗಳೂರು: [30, 902, 108, 912]
- dot-magenta: [38, 1484, 46, 1492]
- story1-bottom-rule: [22, 402, 924, 404]
- masthead: [0, 0, 945, 60]
- col-divider: [547, 118, 548, 398]
- story1-rule: [22, 108, 924, 110]
- story6-headline[interactable]: ಬಜೆಟ್‌ನಲ್ಲಿ ಹೊಸ ಅಬಕಾರಿ ನೀತಿ ಘೋಷಣೆ: [163, 1172, 787, 1222]
- story4-rule: [480, 660, 924, 662]
- liquor-bottles-photo: [210, 1244, 574, 1408]
- story6-byline: ಪ್ರಜಾ ನಾಯಕ ಬೆಂಗಳೂರು: [30, 1244, 108, 1254]
- dot-black: [62, 1484, 70, 1492]
- story3-headline[interactable]: ಲೋಕಾಯುಕ್ತ ದಾಳಿ: ಬಿಸಿಎಂ ಅಧಿಕಾರಿ ಮನೆಯಲ್ಲಿ 1.82ಕೋಟಿ ಪತ್ತೆ: [482, 407, 808, 423]
- story4-headline-line1[interactable]: ದಾವಣಗೆರೆ ಬಿಜೆಪಿಯಲ್ಲಿ ನಿಲ್ಲದ ಬಣ ಬಡಿದಾಟ: ನಾಯಕರ: [542, 596, 862, 615]
- registration-dots-left: [26, 1484, 70, 1492]
- dot-yellow: [50, 1484, 58, 1492]
- section-divider: [474, 405, 475, 830]
- col-divider: [775, 880, 776, 1158]
- dot-cyan: [882, 1484, 890, 1492]
- story6-top-rule: [22, 1164, 924, 1166]
- col-divider: [746, 118, 747, 398]
